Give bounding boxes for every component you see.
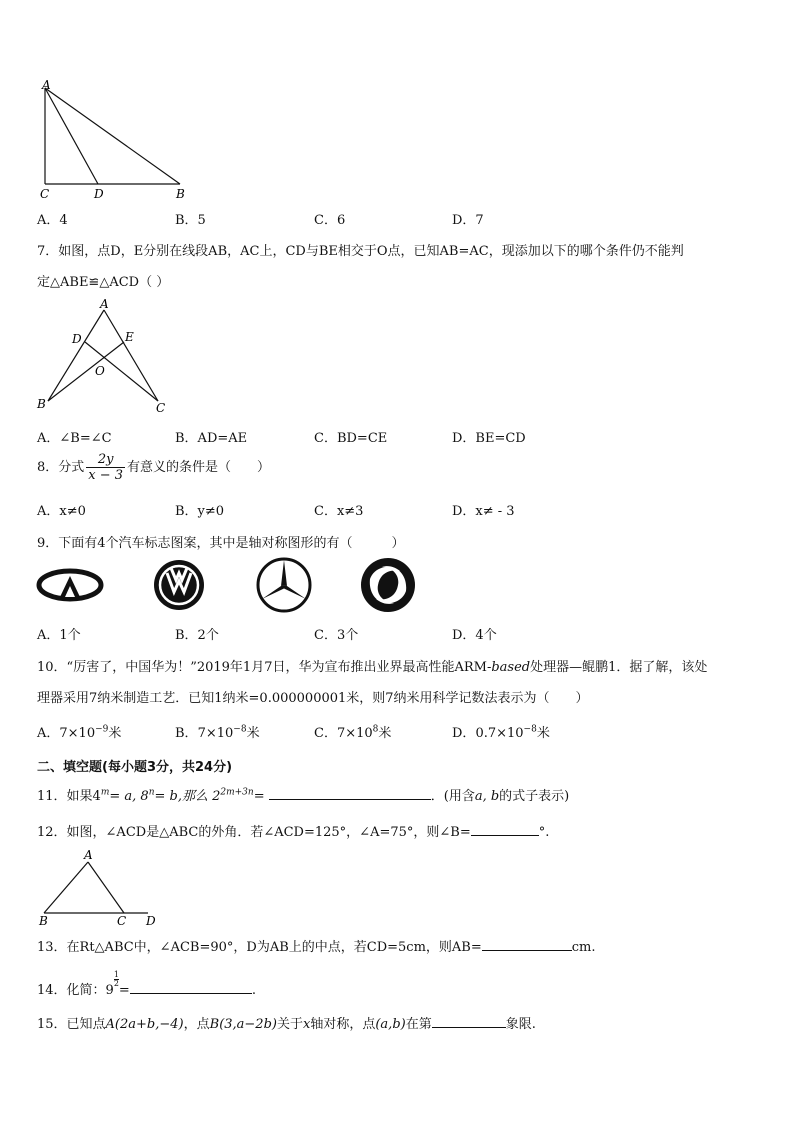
q10-option-d-unit: 米	[536, 726, 550, 741]
q10-option-b-exp: −8	[233, 724, 247, 735]
q10-option-c-label: C．	[314, 726, 337, 741]
q14-suffix: .	[251, 983, 256, 998]
q10-option-c[interactable]	[314, 722, 391, 741]
q10-option-c-unit: 米	[378, 726, 392, 741]
mercedes-logo	[256, 557, 312, 613]
section-2-heading: 二、填空题(每小题3分，共24分)	[37, 760, 233, 775]
q11-exp-n: n	[148, 787, 155, 798]
dongfeng-logo	[360, 557, 416, 613]
q12-line-ac	[88, 862, 124, 913]
q11-eq-a: = a, 8	[109, 789, 149, 804]
q7-option-a[interactable]: A．∠B=∠C	[37, 431, 112, 446]
q7-label-e: E	[125, 330, 134, 344]
q10-option-a-exp: −9	[95, 724, 109, 735]
q11-base-4: 4	[92, 789, 101, 804]
q15-point-ab: (a,b)	[375, 1017, 406, 1032]
q7-figure	[34, 296, 174, 418]
q9-option-d[interactable]: D．4个	[452, 628, 497, 643]
q12-label-c: C	[117, 914, 127, 926]
q8-question	[37, 452, 270, 483]
q8-prefix: 8．分式	[37, 460, 85, 475]
q14-base: 9	[105, 983, 114, 998]
q12-question	[37, 821, 549, 840]
q13-question	[37, 936, 596, 955]
q15-answer-blank[interactable]	[432, 1015, 506, 1028]
q7-line-be	[48, 342, 124, 401]
q6-line-ad	[45, 88, 98, 184]
q8-option-b[interactable]: B．y≠0	[175, 504, 225, 519]
q10-option-b[interactable]	[175, 722, 260, 741]
q10-option-a[interactable]	[37, 722, 121, 741]
q8-fraction	[86, 452, 125, 483]
q7-option-c[interactable]: C．BD=CE	[314, 431, 388, 446]
q11-suffix2: 的式子表示)	[499, 789, 570, 804]
q10-line1-part-a: 10．“厉害了，中国华为！”2019年1月7日，华为宣布推出业界最高性能ARM-	[37, 660, 492, 675]
q10-line1-part-c: 处理器—鲲鹏1．据了解，该处	[530, 660, 708, 675]
q14-eq: =	[118, 983, 130, 998]
q13-text-b: cm.	[571, 940, 596, 955]
q10-option-a-coef: 7×10	[59, 726, 96, 741]
q7-line-ab	[48, 310, 104, 401]
q10-option-d[interactable]	[452, 722, 550, 741]
q11-prefix: 11．如果	[37, 789, 93, 804]
q7-option-b[interactable]: B．AD=AE	[175, 431, 248, 446]
q14-question	[37, 971, 256, 998]
q11-answer-blank[interactable]	[269, 787, 431, 800]
q6-option-c[interactable]: C．6	[314, 213, 346, 228]
q15-text-a: 15．已知点	[37, 1017, 106, 1032]
q12-label-d: D	[146, 914, 156, 926]
q15-text-b: ，点	[183, 1017, 210, 1032]
q8-option-a[interactable]: A．x≠0	[37, 504, 86, 519]
q7-label-o: O	[95, 364, 105, 378]
q12-answer-blank[interactable]	[471, 823, 539, 836]
q11-question	[37, 785, 569, 804]
q15-point-a: A(2a+b,−4)	[105, 1017, 184, 1032]
q7-label-d: D	[72, 332, 82, 346]
q10-option-d-coef: 0.7×10	[475, 726, 524, 741]
q6-triangle-figure	[38, 78, 188, 202]
q9-option-a[interactable]: A．1个	[37, 628, 81, 643]
q9-option-c[interactable]: C．3个	[314, 628, 359, 643]
q7-line-ac	[104, 310, 158, 401]
q8-fraction-denominator: x − 3	[88, 468, 124, 483]
q10-option-b-unit: 米	[246, 726, 260, 741]
q11-equals: =	[253, 789, 265, 804]
q15-text-d: 轴对称，点	[310, 1017, 376, 1032]
q14-answer-blank[interactable]	[130, 981, 252, 994]
q12-label-a: A	[84, 848, 93, 862]
q9-option-b[interactable]: B．2个	[175, 628, 219, 643]
q7-label-c: C	[156, 401, 166, 415]
q6-label-d: D	[94, 187, 104, 201]
q11-eq-b: = b,那么 2	[154, 789, 221, 804]
q7-label-b: B	[37, 397, 46, 411]
q6-label-b: B	[176, 187, 185, 201]
q15-question	[37, 1013, 536, 1032]
q14-exp-den: 2	[113, 979, 119, 988]
q8-option-d[interactable]: D．x≠ - 3	[452, 504, 515, 519]
q6-line-ab	[45, 88, 180, 184]
q12-text-b: °.	[538, 825, 550, 840]
q7-label-a: A	[100, 297, 109, 311]
q15-point-b: B(3,a−2b)	[209, 1017, 277, 1032]
q8-option-c[interactable]: C．x≠3	[314, 504, 364, 519]
q10-option-b-coef: 7×10	[197, 726, 234, 741]
q8-suffix: 有意义的条件是（ ）	[127, 460, 271, 475]
q7-option-d[interactable]: D．BE=CD	[452, 431, 526, 446]
q15-text-e: 在第	[405, 1017, 432, 1032]
q7-question-line2: 定△ABE≌△ACD（ ）	[37, 275, 170, 290]
q15-x-var: x	[303, 1017, 311, 1032]
q15-text-c: 关于	[276, 1017, 303, 1032]
q12-label-b: B	[39, 914, 48, 926]
q10-option-c-exp: 8	[372, 724, 379, 735]
volkswagen-logo	[153, 559, 205, 611]
q10-question-line1	[37, 656, 707, 675]
q6-label-c: C	[40, 187, 50, 201]
infiniti-logo	[36, 566, 104, 604]
q10-option-b-label: B．	[175, 726, 198, 741]
q10-option-d-label: D．	[452, 726, 476, 741]
q6-option-b[interactable]: B．5	[175, 213, 206, 228]
q6-label-a: A	[42, 78, 51, 92]
q9-question: 9．下面有4个汽车标志图案，其中是轴对称图形的有（ ）	[37, 536, 405, 551]
q12-text-a: 12．如图，∠ACD是△ABC的外角．若∠ACD=125°，∠A=75°，则∠B=	[37, 825, 471, 840]
q10-option-a-label: A．	[37, 726, 60, 741]
q10-question-line2: 理器采用7纳米制造工艺．已知1纳米=0.000000001米，则7纳米用科学记数法表示为（ ）	[37, 691, 589, 706]
q12-line-ab	[44, 862, 88, 913]
q7-question-line1: 7．如图，点D，E分别在线段AB，AC上，CD与BE相交于O点，已知AB=AC，现添加以下的哪个条件仍不能判	[37, 244, 684, 259]
q13-answer-blank[interactable]	[482, 938, 572, 951]
q6-option-a[interactable]: A．4	[37, 213, 68, 228]
q8-fraction-numerator: 2y	[86, 452, 125, 468]
q11-suffix: ．(用含	[430, 789, 475, 804]
q11-exp-m: m	[100, 787, 110, 798]
q12-figure	[36, 846, 160, 926]
q11-exp-2m3n: 2m+3n	[220, 787, 254, 798]
q10-line1-based: based	[491, 660, 531, 675]
q10-option-d-exp: −8	[523, 724, 537, 735]
q14-prefix: 14．化简：	[37, 983, 106, 998]
q11-vars: a, b	[474, 789, 500, 804]
q6-option-d[interactable]: D．7	[452, 213, 484, 228]
q15-text-f: 象限.	[505, 1017, 536, 1032]
q13-text-a: 13．在Rt△ABC中，∠ACB=90°，D为AB上的中点，若CD=5cm，则AB=	[37, 940, 482, 955]
q14-exp-num: 1	[113, 970, 119, 979]
q10-option-c-coef: 7×10	[336, 726, 373, 741]
q10-option-a-unit: 米	[108, 726, 122, 741]
